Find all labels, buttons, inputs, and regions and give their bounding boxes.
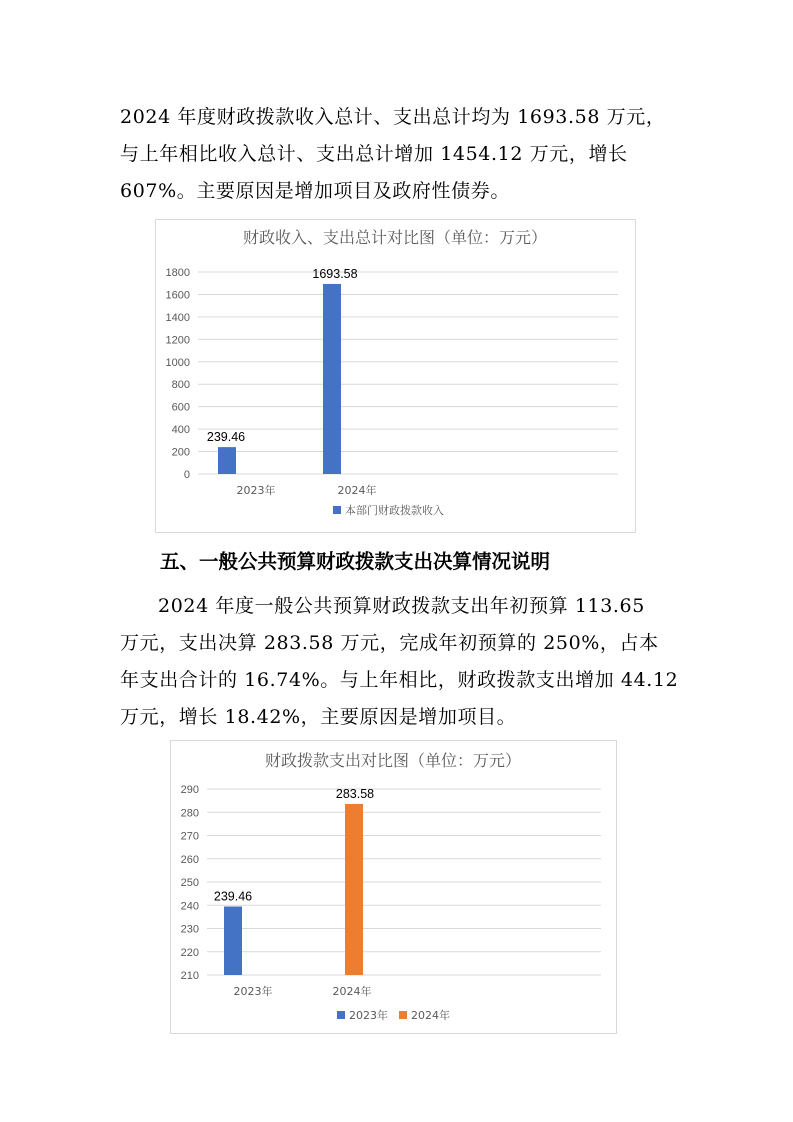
income-expense-chart-x-category-label: 2023年 bbox=[236, 484, 276, 497]
intro-paragraph bbox=[120, 99, 680, 210]
section-5-line-2: 万元，支出决算 283.58 万元，完成年初预算的 250%，占本 bbox=[120, 632, 659, 654]
section-5-paragraph bbox=[120, 588, 680, 736]
income-expense-chart-y-tick-label: 1200 bbox=[165, 334, 190, 347]
expense-compare-chart-title: 财政拨款支出对比图（单位：万元） bbox=[264, 751, 522, 770]
expense-compare-chart-x-category-label: 2023年 bbox=[233, 985, 273, 998]
expense-compare-chart-y-tick-label: 230 bbox=[180, 923, 199, 936]
income-expense-chart bbox=[155, 219, 636, 533]
expense-compare-chart-data-label: 283.58 bbox=[335, 786, 375, 801]
expense-compare-chart-bar bbox=[345, 804, 363, 975]
income-expense-chart-bar bbox=[323, 284, 341, 474]
section-5-line-1: 2024 年度一般公共预算财政拨款支出年初预算 113.65 bbox=[158, 595, 645, 617]
income-expense-chart-bar bbox=[218, 447, 236, 474]
income-expense-chart-y-tick-label: 600 bbox=[171, 401, 190, 414]
section-5-line-4: 万元，增长 18.42%，主要原因是增加项目。 bbox=[120, 706, 517, 728]
income-expense-chart-svg bbox=[156, 220, 635, 532]
intro-line-1: 2024 年度财政拨款收入总计、支出总计均为 1693.58 万元， bbox=[120, 106, 666, 128]
expense-compare-chart-y-tick-label: 210 bbox=[180, 970, 199, 982]
expense-compare-chart-y-tick-label: 240 bbox=[180, 900, 199, 913]
income-expense-chart-y-tick-label: 1600 bbox=[165, 289, 190, 302]
income-expense-chart-y-tick-label: 1400 bbox=[165, 311, 190, 324]
income-expense-chart-title: 财政收入、支出总计对比图（单位：万元） bbox=[242, 228, 548, 247]
section-5-line-3: 年支出合计的 16.74%。与上年相比，财政拨款支出增加 44.12 bbox=[120, 669, 679, 691]
expense-compare-chart-y-tick-label: 280 bbox=[180, 807, 199, 820]
income-expense-chart-y-tick-label: 400 bbox=[171, 424, 190, 437]
expense-compare-chart-bar bbox=[224, 907, 242, 975]
expense-compare-chart-svg bbox=[171, 741, 616, 1033]
expense-compare-chart-y-tick-label: 260 bbox=[180, 853, 199, 866]
income-expense-chart-y-tick-label: 800 bbox=[171, 379, 190, 392]
income-expense-chart-y-tick-label: 1000 bbox=[165, 356, 190, 369]
expense-compare-chart-legend-label: 2023年 bbox=[349, 1009, 388, 1022]
income-expense-chart-y-tick-label: 0 bbox=[183, 469, 190, 481]
expense-compare-chart-y-tick-label: 220 bbox=[180, 946, 199, 959]
expense-compare-chart-legend-swatch bbox=[337, 1011, 345, 1019]
expense-compare-chart-y-tick-label: 290 bbox=[180, 784, 199, 796]
expense-compare-chart-legend-label: 2024年 bbox=[411, 1009, 450, 1022]
income-expense-chart-data-label: 239.46 bbox=[206, 430, 246, 445]
expense-compare-chart bbox=[170, 740, 617, 1034]
section-5-heading: 五、一般公共预算财政拨款支出决算情况说明 bbox=[160, 550, 551, 573]
income-expense-chart-y-tick-label: 1800 bbox=[165, 267, 190, 279]
income-expense-chart-legend-swatch bbox=[333, 506, 341, 514]
income-expense-chart-data-label: 1693.58 bbox=[312, 266, 358, 281]
intro-line-3: 607%。主要原因是增加项目及政府性债券。 bbox=[120, 180, 510, 202]
expense-compare-chart-data-label: 239.46 bbox=[213, 889, 253, 904]
expense-compare-chart-legend-swatch bbox=[399, 1011, 407, 1019]
income-expense-chart-x-category-label: 2024年 bbox=[337, 484, 377, 497]
expense-compare-chart-y-tick-label: 270 bbox=[180, 830, 199, 843]
expense-compare-chart-y-tick-label: 250 bbox=[180, 877, 199, 889]
income-expense-chart-legend-label: 本部门财政拨款收入 bbox=[345, 504, 444, 517]
intro-line-2: 与上年相比收入总计、支出总计增加 1454.12 万元，增长 bbox=[120, 143, 628, 165]
expense-compare-chart-x-category-label: 2024年 bbox=[332, 985, 372, 998]
income-expense-chart-y-tick-label: 200 bbox=[171, 446, 190, 459]
